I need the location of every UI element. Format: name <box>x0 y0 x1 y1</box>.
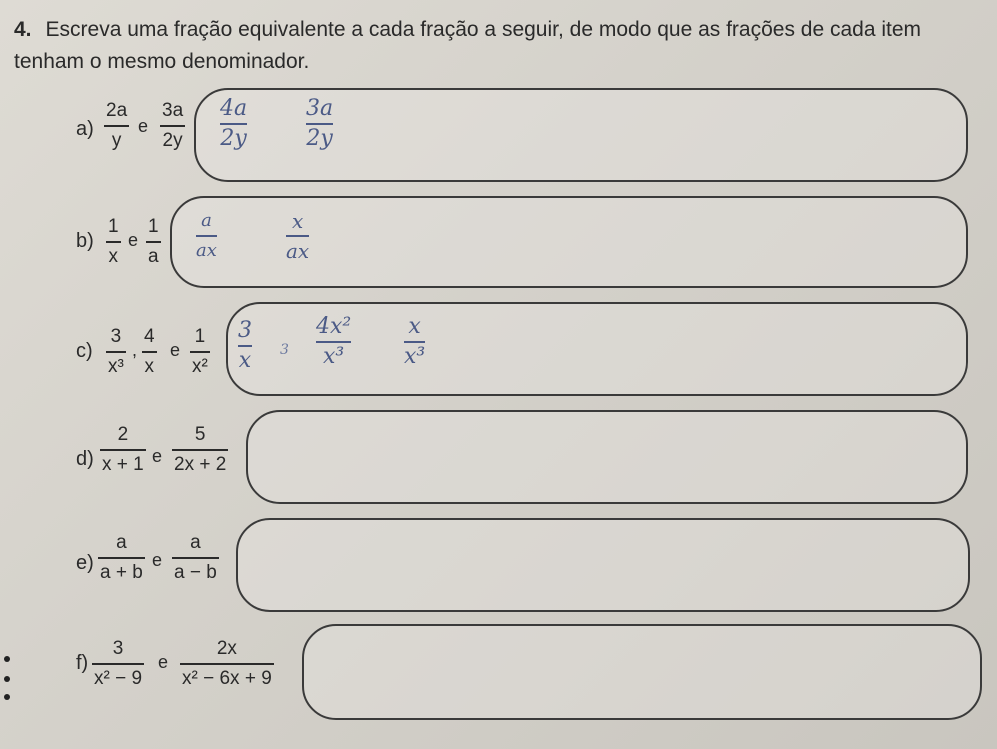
fraction <box>180 638 274 690</box>
denominator: x² − 6x + 9 <box>182 668 272 689</box>
handwritten-answer: 4a 2y <box>220 96 248 151</box>
fraction <box>98 532 145 584</box>
item-label: b) <box>76 230 94 252</box>
handwritten-answer: a ax <box>196 210 217 261</box>
binder-hole <box>4 656 10 662</box>
numerator: 2x <box>216 638 237 659</box>
answer-box[interactable] <box>302 624 982 720</box>
numerator: 1 <box>194 326 206 347</box>
handwritten-answer: x x³ <box>404 314 426 369</box>
comma: , <box>132 340 138 360</box>
answer-box[interactable] <box>246 410 968 504</box>
numerator: 2 <box>117 424 129 445</box>
handwritten-answer: 3a 2y <box>306 96 334 151</box>
numerator: 5 <box>194 424 206 445</box>
numerator: a <box>190 532 201 553</box>
numerator: 1 <box>108 216 119 237</box>
item-f <box>76 624 976 734</box>
item-label: e) <box>76 552 94 574</box>
question-number: 4. <box>14 18 32 41</box>
question-prompt <box>14 14 974 78</box>
denominator: x² <box>192 356 208 377</box>
binder-hole <box>4 694 10 700</box>
fraction <box>172 532 219 584</box>
numerator: 3 <box>110 326 122 347</box>
numerator: a <box>116 532 127 553</box>
item-c <box>76 302 966 412</box>
connector-e: e <box>170 340 181 360</box>
fraction <box>106 216 121 268</box>
item-d <box>76 410 966 520</box>
item-label: d) <box>76 448 94 470</box>
denominator: x³ <box>108 356 124 377</box>
denominator: a <box>148 246 159 267</box>
answer-box[interactable] <box>236 518 970 612</box>
denominator: x <box>108 246 119 267</box>
denominator: 2x + 2 <box>174 454 227 475</box>
denominator: x <box>144 356 155 377</box>
numerator: 1 <box>148 216 159 237</box>
denominator: x + 1 <box>102 454 144 475</box>
fraction <box>92 638 144 690</box>
numerator: 3 <box>112 638 124 659</box>
connector-e: e <box>158 652 169 672</box>
handwritten-answer: 4x² x³ <box>316 314 352 369</box>
fraction <box>100 424 146 476</box>
denominator: 2y <box>162 130 183 151</box>
item-label: a) <box>76 118 94 140</box>
fraction <box>142 326 157 378</box>
denominator: a − b <box>174 562 217 583</box>
fraction <box>160 100 185 152</box>
numerator: 2a <box>106 100 128 121</box>
fraction <box>106 326 126 378</box>
denominator: y <box>111 130 122 151</box>
handwritten-answer: x ax <box>286 209 310 263</box>
numerator: 3a <box>162 100 184 121</box>
connector-e: e <box>128 230 139 250</box>
item-b <box>76 196 966 306</box>
handwritten-note: 3 <box>280 342 289 358</box>
fraction <box>172 424 228 476</box>
fraction <box>190 326 210 378</box>
item-label: c) <box>76 340 93 362</box>
denominator: a + b <box>100 562 143 583</box>
connector-e: e <box>152 550 163 570</box>
binder-hole <box>4 676 10 682</box>
numerator: 4 <box>144 326 155 347</box>
fraction <box>104 100 129 152</box>
fraction <box>146 216 161 268</box>
connector-e: e <box>152 446 163 466</box>
handwritten-answer: 3 x <box>238 318 252 373</box>
item-e <box>76 518 966 628</box>
item-a <box>76 88 966 198</box>
item-label: f) <box>76 652 89 674</box>
connector-e: e <box>138 116 149 136</box>
question-text: Escreva uma fração equivalente a cada fração a seguir, de modo que as frações de cada item tenham o mesmo denominador. <box>14 18 922 73</box>
denominator: x² − 9 <box>94 668 143 689</box>
